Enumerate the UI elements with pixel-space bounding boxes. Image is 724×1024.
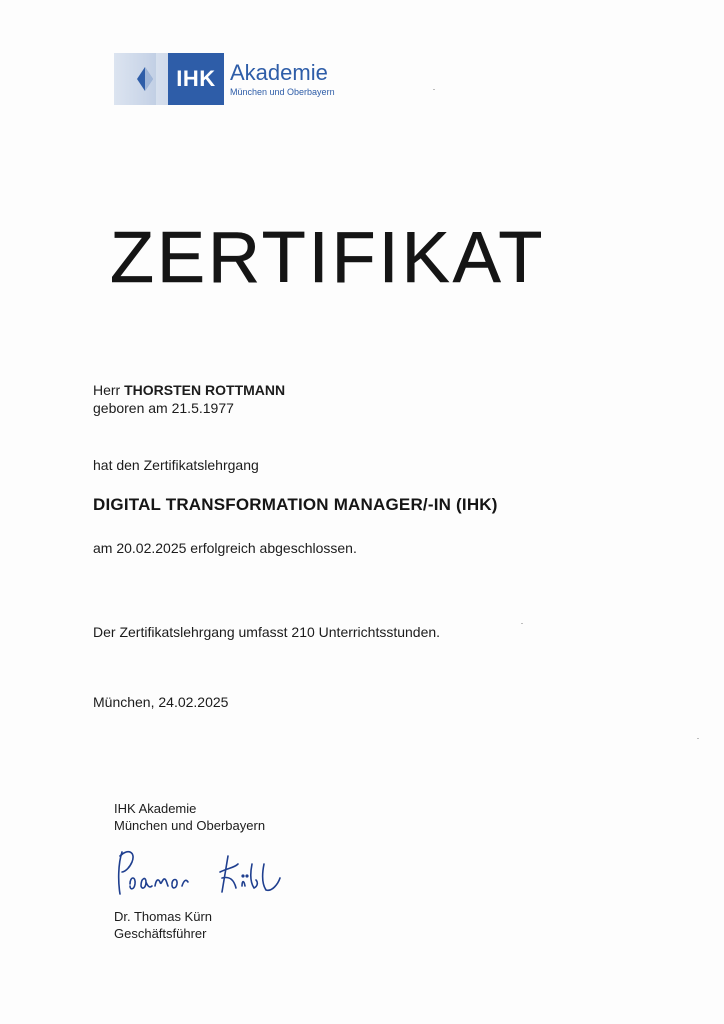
recipient-name: THORSTEN ROTTMANN <box>124 382 286 398</box>
place-date: München, 24.02.2025 <box>93 694 229 710</box>
scan-speck <box>697 738 699 739</box>
scan-speck <box>521 623 523 624</box>
handwritten-signature <box>108 842 298 904</box>
intro-line: hat den Zertifikatslehrgang <box>93 457 259 473</box>
scan-speck <box>433 89 435 90</box>
hours-line: Der Zertifikatslehrgang umfasst 210 Unterrichtsstunden. <box>93 624 441 640</box>
logo-subline: München und Oberbayern <box>230 86 335 97</box>
logo-word: Akademie <box>230 59 328 85</box>
completion-line: am 20.02.2025 erfolgreich abgeschlossen. <box>93 540 357 556</box>
certificate-title: ZERTIFIKAT <box>110 218 546 298</box>
course-name: DIGITAL TRANSFORMATION MANAGER/-IN (IHK) <box>93 495 498 514</box>
logo-diamond-icon <box>114 53 168 105</box>
recipient-birth-line: geboren am 21.5.1977 <box>93 400 234 416</box>
issuer-line-1: IHK Akademie <box>114 801 197 816</box>
logo-ihk-box: IHK <box>168 53 224 105</box>
signatory-role: Geschäftsführer <box>114 926 207 941</box>
ihk-akademie-logo <box>114 53 335 105</box>
recipient-salutation: Herr <box>93 382 121 398</box>
issuer-line-2: München und Oberbayern <box>114 818 266 833</box>
logo-text <box>224 53 335 105</box>
signatory-name: Dr. Thomas Kürn <box>114 909 213 924</box>
recipient-line <box>93 381 285 399</box>
